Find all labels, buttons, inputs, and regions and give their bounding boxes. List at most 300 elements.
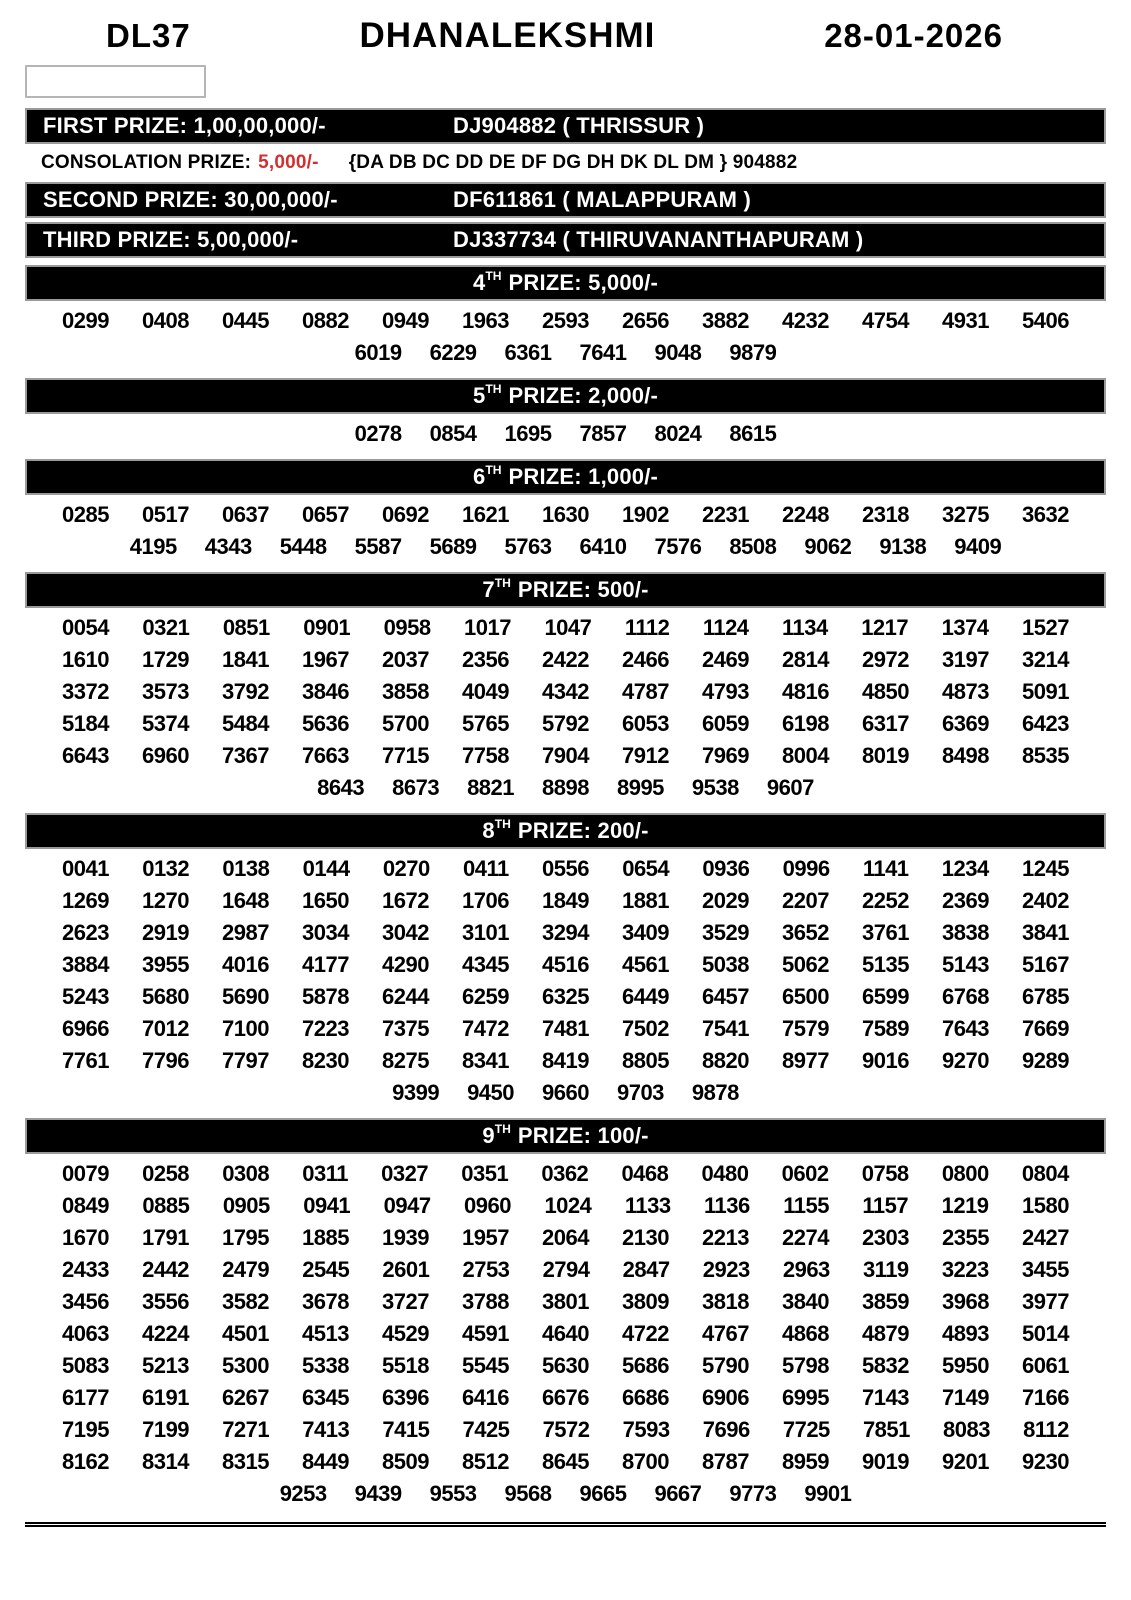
number-row — [0, 1158, 1131, 1190]
prize-number: 4850 — [862, 679, 909, 704]
header — [0, 0, 1131, 60]
prize-number: 9048 — [654, 340, 702, 365]
prize-title: PRIZE: 500/- — [517, 577, 649, 602]
prize-number: 0901 — [303, 615, 351, 640]
prize-number: 5448 — [279, 534, 327, 559]
prize-numbers-grid — [0, 498, 1131, 565]
prize-number: 3788 — [462, 1289, 509, 1314]
prize-number: 6345 — [302, 1385, 349, 1410]
prize-number: 3884 — [62, 952, 109, 977]
prize-number: 8341 — [462, 1048, 509, 1073]
prize-number: 7912 — [622, 743, 669, 768]
number-row — [0, 612, 1131, 644]
prize-number: 1133 — [624, 1193, 671, 1218]
number-row — [0, 1077, 1131, 1109]
prize-number: 9230 — [1022, 1449, 1069, 1474]
prize-number: 6785 — [1022, 984, 1069, 1009]
prize-number: 0851 — [222, 615, 270, 640]
prize-number: 0654 — [622, 856, 670, 881]
prize-number: 0278 — [354, 421, 402, 446]
prize-number: 8083 — [943, 1417, 990, 1442]
prize-number: 8314 — [142, 1449, 189, 1474]
prize-number: 9553 — [429, 1481, 477, 1506]
prize-number: 8805 — [622, 1048, 669, 1073]
prize-number: 4049 — [462, 679, 509, 704]
prize-number: 1234 — [941, 856, 989, 881]
prize-number: 1621 — [462, 502, 509, 527]
prize-number: 8673 — [392, 775, 440, 800]
prize-number: 9019 — [862, 1449, 909, 1474]
prize-number: 6369 — [942, 711, 989, 736]
prize-number: 5790 — [702, 1353, 749, 1378]
prize-number: 6053 — [622, 711, 669, 736]
prize-number: 7143 — [862, 1385, 909, 1410]
prize-number: 4063 — [62, 1321, 109, 1346]
prize-number: 2029 — [702, 888, 749, 913]
prize-number: 2303 — [862, 1225, 909, 1250]
prize-number: 1580 — [1022, 1193, 1069, 1218]
third-prize-label: THIRD PRIZE: 5,00,000/- — [43, 227, 299, 252]
prize-number: 9439 — [354, 1481, 402, 1506]
prize-number: 1672 — [382, 888, 429, 913]
prize-number: 7100 — [222, 1016, 269, 1041]
prize-number: 1957 — [462, 1225, 509, 1250]
prize-number: 4342 — [542, 679, 589, 704]
prize-number: 7541 — [702, 1016, 749, 1041]
prize-number: 3573 — [142, 679, 189, 704]
prize-section-7th — [0, 572, 1131, 806]
consolation-label: CONSOLATION PRIZE: — [41, 152, 252, 173]
prize-number: 1269 — [62, 888, 109, 913]
prize-ordinal: 7 — [482, 577, 495, 602]
number-row — [0, 499, 1131, 531]
prize-number: 1630 — [542, 502, 589, 527]
prize-ordinal: 9 — [482, 1123, 495, 1148]
number-row — [0, 917, 1131, 949]
prize-number: 3119 — [862, 1257, 909, 1282]
prize-number: 3840 — [782, 1289, 829, 1314]
second-prize-label: SECOND PRIZE: 30,00,000/- — [43, 187, 338, 212]
prize-number: 9607 — [766, 775, 814, 800]
prize-number: 6410 — [579, 534, 627, 559]
prize-number: 1795 — [222, 1225, 269, 1250]
prize-number: 7472 — [462, 1016, 509, 1041]
prize-number: 4501 — [222, 1321, 269, 1346]
prize-number: 2814 — [782, 647, 829, 672]
prize-section-6th — [0, 459, 1131, 565]
prize-section-9th-header — [25, 1118, 1106, 1154]
prize-number: 7375 — [382, 1016, 429, 1041]
prize-number: 5143 — [942, 952, 989, 977]
prize-number: 7012 — [142, 1016, 189, 1041]
prize-number: 5832 — [862, 1353, 909, 1378]
prize-number: 9289 — [1022, 1048, 1069, 1073]
prize-number: 5636 — [302, 711, 349, 736]
prize-number: 7715 — [382, 743, 429, 768]
prize-number: 3846 — [302, 679, 349, 704]
prize-number: 1706 — [462, 888, 509, 913]
prize-title: PRIZE: 200/- — [517, 818, 649, 843]
prize-number: 7572 — [542, 1417, 590, 1442]
prize-number: 5689 — [429, 534, 477, 559]
prize-number: 0941 — [303, 1193, 351, 1218]
prize-number: 2231 — [702, 502, 749, 527]
prize-number: 3809 — [622, 1289, 669, 1314]
prize-section-8th-header — [25, 813, 1106, 849]
prize-number: 1017 — [464, 615, 511, 640]
prize-ordinal-suffix: TH — [485, 463, 502, 478]
prize-numbers-grid — [0, 611, 1131, 806]
prize-number: 5135 — [862, 952, 909, 977]
prize-number: 8959 — [782, 1449, 829, 1474]
prize-number: 5792 — [542, 711, 589, 736]
prize-ordinal-suffix: TH — [494, 817, 511, 832]
prize-number: 1881 — [622, 888, 669, 913]
prize-number: 7413 — [302, 1417, 350, 1442]
prize-number: 7904 — [542, 743, 589, 768]
prize-number: 0445 — [222, 308, 269, 333]
prize-number: 1112 — [624, 615, 670, 640]
prize-number: 1136 — [704, 1193, 750, 1218]
prize-number: 6244 — [382, 984, 429, 1009]
prize-number: 6960 — [142, 743, 189, 768]
prize-number: 3882 — [702, 308, 749, 333]
prize-number: 1047 — [544, 615, 592, 640]
prize-number: 0804 — [1021, 1161, 1069, 1186]
prize-number: 3801 — [542, 1289, 589, 1314]
prize-number: 1610 — [62, 647, 109, 672]
prize-number: 7589 — [862, 1016, 909, 1041]
prize-number: 4561 — [622, 952, 669, 977]
prize-number: 2064 — [542, 1225, 589, 1250]
prize-number: 9665 — [579, 1481, 627, 1506]
prize-number: 3409 — [622, 920, 669, 945]
prize-number: 9062 — [804, 534, 852, 559]
prize-number: 0657 — [302, 502, 349, 527]
prize-number: 5213 — [142, 1353, 189, 1378]
prize-number: 0362 — [541, 1161, 589, 1186]
prize-numbers-grid — [0, 1157, 1131, 1512]
prize-number: 2469 — [702, 647, 749, 672]
prize-number: 4195 — [129, 534, 177, 559]
prize-number: 0270 — [382, 856, 430, 881]
prize-ordinal: 8 — [482, 818, 495, 843]
prize-number: 4787 — [622, 679, 669, 704]
prize-number: 8977 — [782, 1048, 829, 1073]
prize-number: 8645 — [542, 1449, 589, 1474]
prize-number: 0960 — [464, 1193, 511, 1218]
prize-number: 1219 — [941, 1193, 989, 1218]
prize-number: 7851 — [862, 1417, 910, 1442]
prize-number: 7761 — [62, 1048, 109, 1073]
prize-number: 9703 — [616, 1080, 664, 1105]
prize-number: 3556 — [142, 1289, 189, 1314]
prize-number: 5062 — [782, 952, 829, 977]
number-row — [0, 305, 1131, 337]
draw-date: 28-01-2026 — [824, 17, 1003, 54]
prize-numbers-grid — [0, 417, 1131, 452]
number-row — [0, 1318, 1131, 1350]
prize-number: 0885 — [142, 1193, 190, 1218]
prize-number: 3838 — [942, 920, 989, 945]
prize-number: 3455 — [1021, 1257, 1069, 1282]
prize-title: PRIZE: 5,000/- — [508, 270, 659, 295]
prize-number: 4893 — [942, 1321, 989, 1346]
prize-number: 6361 — [504, 340, 552, 365]
consolation-row — [25, 148, 1106, 178]
prize-number: 0041 — [62, 856, 109, 881]
prize-number: 2466 — [622, 647, 669, 672]
prize-number: 6317 — [862, 711, 909, 736]
prize-number: 8230 — [302, 1048, 349, 1073]
prize-number: 3841 — [1022, 920, 1069, 945]
number-row — [0, 1446, 1131, 1478]
first-prize-winner: DJ904882 ( THRISSUR ) — [453, 113, 705, 138]
second-prize-bar — [25, 182, 1106, 218]
prize-number: 7641 — [579, 340, 627, 365]
prize-number: 6686 — [622, 1385, 669, 1410]
prize-number: 2623 — [62, 920, 109, 945]
prize-number: 2213 — [702, 1225, 749, 1250]
prize-number: 1024 — [544, 1193, 592, 1218]
draw-code: DL37 — [106, 17, 191, 54]
prize-number: 0849 — [62, 1193, 109, 1218]
prize-number: 4873 — [942, 679, 989, 704]
prize-number: 2356 — [462, 647, 509, 672]
prize-number: 3632 — [1022, 502, 1069, 527]
prize-number: 7857 — [579, 421, 627, 446]
prize-number: 2248 — [782, 502, 829, 527]
prize-number: 5690 — [222, 984, 269, 1009]
prize-number: 8898 — [542, 775, 589, 800]
prize-number: 6676 — [542, 1385, 589, 1410]
prize-number: 5184 — [62, 711, 109, 736]
prize-number: 8508 — [729, 534, 777, 559]
prize-number: 7576 — [654, 534, 702, 559]
prize-number: 8112 — [1023, 1417, 1069, 1442]
prize-number: 4016 — [222, 952, 269, 977]
prize-number: 4767 — [702, 1321, 749, 1346]
ticket-search-input[interactable] — [25, 65, 206, 98]
prize-number: 8024 — [654, 421, 702, 446]
prize-number: 2207 — [782, 888, 829, 913]
prize-number: 8509 — [382, 1449, 429, 1474]
prize-title: PRIZE: 1,000/- — [508, 464, 659, 489]
prize-number: 8787 — [702, 1449, 749, 1474]
prize-number: 7643 — [942, 1016, 989, 1041]
prize-number: 9399 — [392, 1080, 440, 1105]
prize-number: 2923 — [702, 1257, 750, 1282]
prize-number: 0949 — [382, 308, 429, 333]
prize-section-9th — [0, 1118, 1131, 1512]
number-row — [0, 740, 1131, 772]
prize-number: 7696 — [702, 1417, 750, 1442]
prize-number: 3792 — [222, 679, 269, 704]
prize-number: 0311 — [302, 1161, 349, 1186]
prize-number: 6396 — [382, 1385, 429, 1410]
prize-number: 8700 — [622, 1449, 669, 1474]
prize-number: 1157 — [862, 1193, 909, 1218]
first-prize-label: FIRST PRIZE: 1,00,00,000/- — [43, 113, 326, 138]
prize-number: 4516 — [542, 952, 589, 977]
prize-number: 2963 — [782, 1257, 830, 1282]
prize-number: 5091 — [1022, 679, 1069, 704]
prize-number: 1134 — [782, 615, 828, 640]
prize-number: 5878 — [302, 984, 349, 1009]
prize-number: 0054 — [62, 615, 109, 640]
number-row — [0, 337, 1131, 369]
prize-number: 8449 — [302, 1449, 349, 1474]
prize-number: 5545 — [462, 1353, 509, 1378]
prize-number: 5243 — [62, 984, 109, 1009]
prize-number: 5484 — [222, 711, 269, 736]
prize-number: 0408 — [142, 308, 189, 333]
number-row — [0, 1478, 1131, 1510]
prize-number: 1729 — [142, 647, 189, 672]
prize-number: 9138 — [879, 534, 927, 559]
prize-number: 6966 — [62, 1016, 109, 1041]
prize-number: 8643 — [317, 775, 365, 800]
prize-number: 3727 — [382, 1289, 429, 1314]
page-title: DHANALEKSHMI — [359, 16, 656, 55]
number-row — [0, 1013, 1131, 1045]
prize-number: 4513 — [302, 1321, 349, 1346]
prize-number: 0411 — [463, 856, 509, 881]
prize-number: 4290 — [382, 952, 429, 977]
prize-section-5th-header — [25, 378, 1106, 414]
prize-number: 3858 — [382, 679, 429, 704]
prize-number: 1695 — [504, 421, 552, 446]
prize-number: 0327 — [381, 1161, 429, 1186]
prize-number: 3859 — [862, 1289, 909, 1314]
prize-number: 1124 — [702, 615, 749, 640]
prize-number: 3101 — [462, 920, 509, 945]
prize-number: 6325 — [542, 984, 589, 1009]
number-row — [0, 981, 1131, 1013]
prize-number: 5300 — [222, 1353, 269, 1378]
prize-number: 3678 — [302, 1289, 349, 1314]
prize-number: 6191 — [142, 1385, 189, 1410]
consolation-amount: 5,000/- — [258, 152, 319, 173]
prize-number: 2593 — [542, 308, 589, 333]
prize-number: 9879 — [729, 340, 777, 365]
number-row — [0, 1286, 1131, 1318]
prize-number: 6267 — [222, 1385, 269, 1410]
prize-number: 0996 — [782, 856, 830, 881]
prize-number: 1270 — [142, 888, 189, 913]
prize-section-8th — [0, 813, 1131, 1111]
prize-number: 0308 — [222, 1161, 270, 1186]
prize-number: 4868 — [782, 1321, 829, 1346]
prize-number: 7797 — [222, 1048, 269, 1073]
third-prize-winner: DJ337734 ( THIRUVANANTHAPURAM ) — [453, 227, 864, 252]
prize-number: 8498 — [942, 743, 989, 768]
prize-number: 7425 — [462, 1417, 510, 1442]
prize-number: 6019 — [354, 340, 402, 365]
prize-number: 2369 — [942, 888, 989, 913]
prize-number: 9253 — [279, 1481, 327, 1506]
prize-section-5th — [0, 378, 1131, 452]
prize-number: 8419 — [542, 1048, 589, 1073]
prize-number: 3955 — [142, 952, 189, 977]
prize-number: 0800 — [941, 1161, 989, 1186]
prize-number: 7199 — [142, 1417, 190, 1442]
prize-number: 5038 — [702, 952, 749, 977]
number-row — [0, 853, 1131, 885]
number-row — [0, 1414, 1131, 1446]
prize-number: 2442 — [142, 1257, 190, 1282]
prize-number: 3214 — [1022, 647, 1069, 672]
prize-number: 1155 — [783, 1193, 829, 1218]
prize-number: 7502 — [622, 1016, 669, 1041]
prize-number: 3977 — [1022, 1289, 1069, 1314]
prize-number: 2601 — [382, 1257, 430, 1282]
prize-number: 8820 — [702, 1048, 749, 1073]
prize-number: 3223 — [941, 1257, 989, 1282]
prize-number: 0299 — [62, 308, 109, 333]
prize-number: 1648 — [222, 888, 269, 913]
prize-number: 9878 — [691, 1080, 739, 1105]
prize-ordinal-suffix: TH — [485, 382, 502, 397]
third-prize-bar — [25, 222, 1106, 258]
prize-number: 9773 — [729, 1481, 777, 1506]
second-prize-winner: DF611861 ( MALAPPURAM ) — [453, 187, 751, 212]
number-row — [0, 644, 1131, 676]
prize-number: 0079 — [62, 1161, 109, 1186]
prize-number: 1245 — [1022, 856, 1069, 881]
prize-number: 6061 — [1022, 1353, 1069, 1378]
prize-number: 5587 — [354, 534, 402, 559]
prize-number: 7415 — [382, 1417, 430, 1442]
prize-number: 6198 — [782, 711, 829, 736]
prize-number: 0480 — [701, 1161, 749, 1186]
prize-number: 6500 — [782, 984, 829, 1009]
prize-number: 7663 — [302, 743, 349, 768]
prize-number: 5686 — [622, 1353, 669, 1378]
prize-number: 9016 — [862, 1048, 909, 1073]
number-row — [0, 1382, 1131, 1414]
prize-number: 2130 — [622, 1225, 669, 1250]
prize-number: 3197 — [942, 647, 989, 672]
prize-number: 3582 — [222, 1289, 269, 1314]
prize-numbers-grid — [0, 852, 1131, 1111]
prize-number: 0556 — [542, 856, 589, 881]
prize-number: 5798 — [782, 1353, 829, 1378]
first-prize-bar — [25, 108, 1106, 144]
prize-number: 7149 — [942, 1385, 989, 1410]
prize-number: 6229 — [429, 340, 477, 365]
number-row — [0, 1222, 1131, 1254]
prize-number: 6449 — [622, 984, 669, 1009]
prize-number: 3034 — [302, 920, 349, 945]
prize-number: 4640 — [542, 1321, 589, 1346]
prize-number: 7593 — [622, 1417, 670, 1442]
prize-number: 5518 — [382, 1353, 429, 1378]
prize-number: 6643 — [62, 743, 109, 768]
prize-ordinal-suffix: TH — [485, 269, 502, 284]
prize-number: 8821 — [467, 775, 515, 800]
prize-number: 2794 — [542, 1257, 590, 1282]
prize-number: 2433 — [62, 1257, 109, 1282]
prize-number: 2545 — [302, 1257, 350, 1282]
prize-number: 3761 — [862, 920, 909, 945]
prize-number: 5630 — [542, 1353, 589, 1378]
prize-number: 8512 — [462, 1449, 509, 1474]
prize-number: 2274 — [782, 1225, 829, 1250]
number-row — [0, 1350, 1131, 1382]
prize-section-4th-header — [25, 265, 1106, 301]
prize-number: 0958 — [383, 615, 431, 640]
